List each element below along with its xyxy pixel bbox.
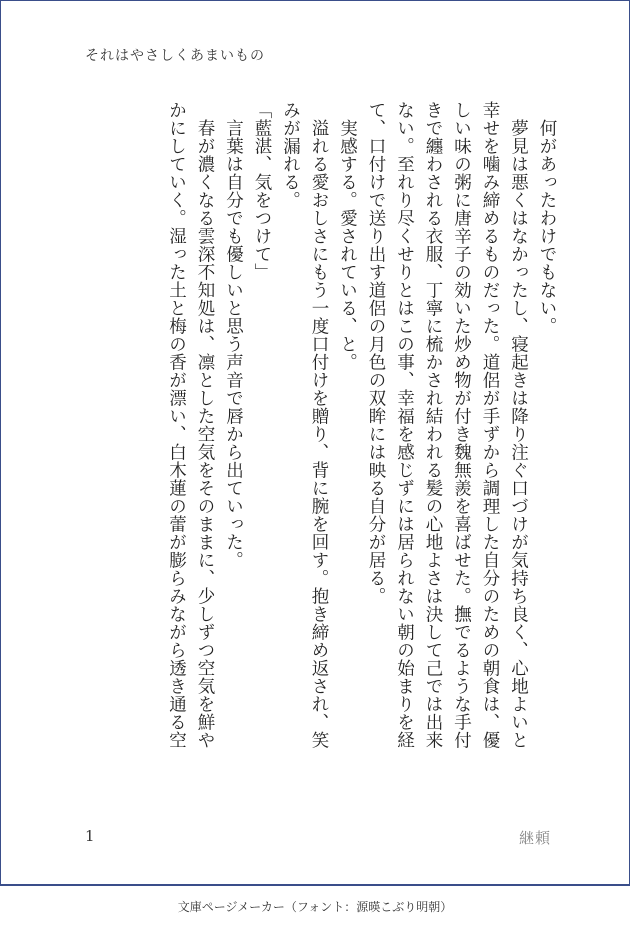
text-line: 溢れる愛おしさにもう一度口付けを贈り、背に腕を回す。抱き締め返され、笑 — [309, 118, 329, 749]
text-line: きで纏わされる衣服、丁寧に梳かされ結われる髪の心地よさは決して己では出来 — [423, 101, 443, 749]
text-line: て、口付けで送り出す道侶の月色の双眸には映る自分が居る。 — [366, 101, 386, 605]
author-name: 継頼 — [519, 829, 552, 847]
text-line: 言葉は自分でも優しいと思う声音で唇から出ていった。 — [223, 118, 244, 569]
generator-caption: 文庫ページメーカー（フォント：源暎こぶり明朝） — [177, 900, 453, 914]
text-line: みが漏れる。 — [280, 101, 301, 209]
text-line: しい味の粥に唐辛子の効いた炒め物が付き魏無羨を喜ばせた。撫でるような手付 — [451, 101, 472, 749]
text-line: 何があったわけでもない。 — [537, 118, 557, 335]
text-line: かにしていく。湿った土と梅の香が漂い、白木蓮の蕾が膨らみながら透き通る空 — [166, 101, 187, 749]
text-line: 春が濃くなる雲深不知処は、凛とした空気をそのままに、少しずつ空気を鮮や — [195, 118, 215, 749]
vertical-body-text — [162, 101, 561, 801]
running-title: それはやさしくあまいもの — [85, 48, 265, 64]
page-number: 1 — [85, 827, 95, 845]
text-line: ない。至れり尽くせりとはこの事、幸福を感じずには居られない朝の始まりを経 — [394, 101, 415, 749]
text-line: 幸せを噛み締めるものだった。道侶が手ずから調理した自分のための朝食は、優 — [480, 101, 500, 749]
text-line: 夢見は悪くはなかったし、寝起きは降り注ぐ口づけが気持ち良く、心地よいと — [508, 118, 529, 749]
dialogue-line: 「藍湛、気をつけて」 — [252, 101, 272, 281]
text-line: 実感する。愛されている、と。 — [337, 118, 358, 371]
